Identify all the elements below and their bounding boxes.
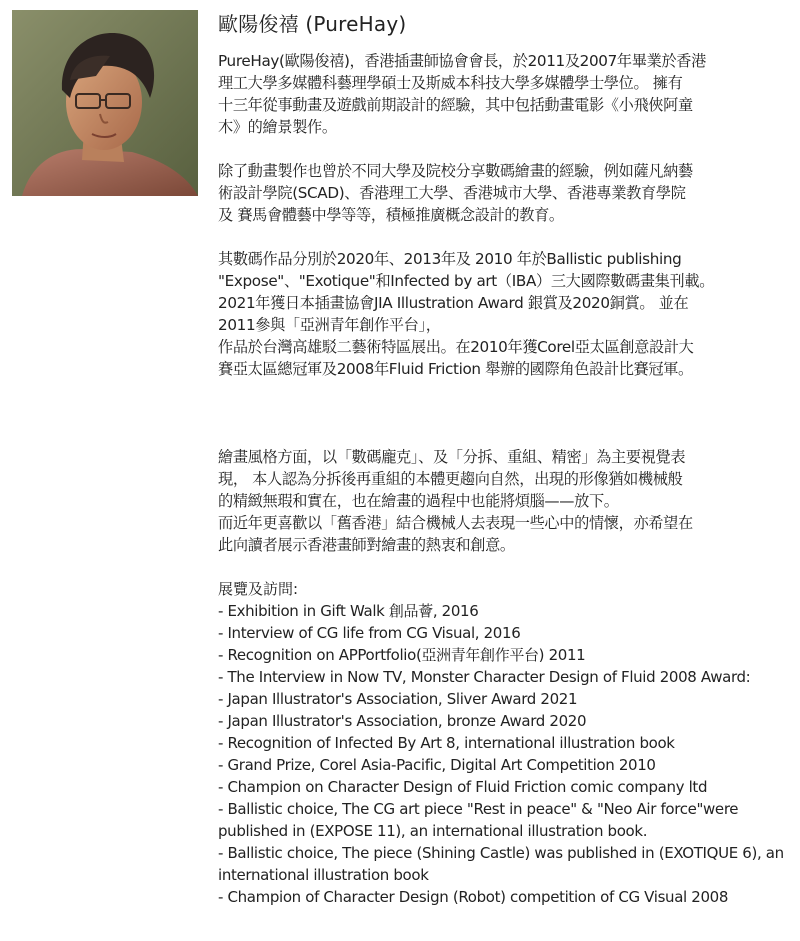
list-item: - The Interview in Now TV, Monster Character Design of Fluid 2008 Award: (218, 668, 751, 686)
bio-paragraph-publications: 其數碼作品分別於2020年、2013年及 2010 年於Ballistic publishing "Expose"、"Exotique"和Infected by art（IBA）三大國際數碼畫集刊載。 2021年獲日本插畫協會JIA Illustration Award 銀賞及2020銅賞。 並在 2011參與「亞洲青年創作平台」， 作品於台灣高雄駁二藝術特區展出。在2010年獲Corel亞太區創意設計大 賽亞太區總冠軍及2008年Fluid Friction 舉辦的國際角色設計比賽冠軍。 (218, 250, 715, 378)
list-item: - Champion of Character Design (Robot) competition of CG Visual 2008 (218, 888, 729, 906)
exhibitions-title: 展覽及訪問: (218, 580, 299, 598)
list-item: - Recognition of Infected By Art 8, international illustration book (218, 734, 675, 752)
list-item: - Ballistic choice, The piece (Shining Castle) was published in (EXOTIQUE 6), an international illustration book (218, 844, 784, 884)
bio-paragraph-teaching: 除了動畫製作也曾於不同大學及院校分享數碼繪畫的經驗，例如薩凡納藝 術設計學院(SCAD)、香港理工大學、香港城市大學、香港專業教育學院 及 賽馬會體藝中學等等，積極推廣概念設計的教育。 (218, 162, 693, 224)
artist-name: 歐陽俊禧 (PureHay) (218, 12, 407, 36)
bio-paragraph-intro: PureHay(歐陽俊禧)，香港插畫師協會會長，於2011及2007年畢業於香港 理工大學多媒體科藝理學碩士及斯威本科技大學多媒體學士學位。 擁有 十三年從事動畫及遊戲前期設計的經驗，其中包括動畫電影《小飛俠阿童 木》的繪景製作。 (218, 52, 706, 136)
list-item: - Recognition on APPortfolio(亞洲青年創作平台) 2011 (218, 646, 586, 664)
list-item: - Champion on Character Design of Fluid Friction comic company ltd (218, 778, 708, 796)
bio-content (218, 10, 788, 908)
artist-portrait (12, 10, 198, 196)
portrait-painting (12, 10, 198, 196)
list-item: - Japan Illustrator's Association, bronze Award 2020 (218, 712, 587, 730)
bio-paragraph-style: 繪畫風格方面，以「數碼龐克」、及「分拆、重組、精密」為主要視覺表 現， 本人認為分拆後再重組的本體更趨向自然，出現的形像猶如機械般 的精緻無瑕和實在，也在繪畫的過程中也能將煩腦——放下。 而近年更喜歡以「舊香港」結合機械人去表現一些心中的情懷，亦希望在 此向讀者展示香港畫師對繪畫的熱衷和創意。 (218, 448, 693, 554)
list-item: - Exhibition in Gift Walk 創品薈, 2016 (218, 602, 479, 620)
list-item: - Grand Prize, Corel Asia-Pacific, Digital Art Competition 2010 (218, 756, 656, 774)
exhibitions-list (218, 600, 788, 908)
list-item: - Interview of CG life from CG Visual, 2016 (218, 624, 521, 642)
list-item: - Ballistic choice, The CG art piece "Rest in peace" & "Neo Air force"were published in (EXPOSE 11), an international illustration book. (218, 800, 739, 840)
list-item: - Japan Illustrator's Association, Sliver Award 2021 (218, 690, 578, 708)
